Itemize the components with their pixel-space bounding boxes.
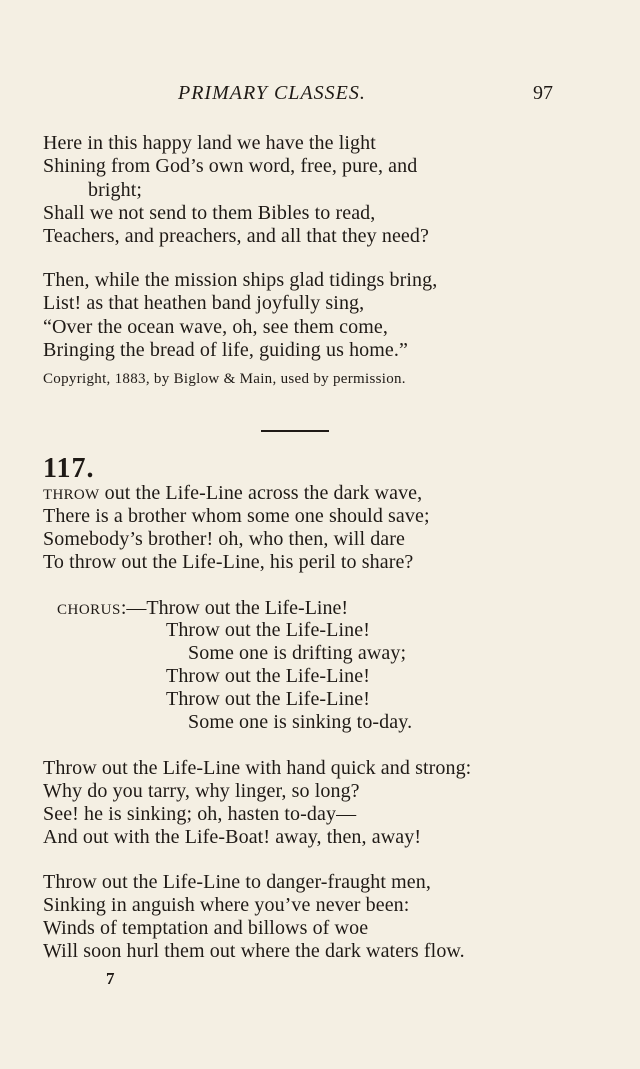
running-head: PRIMARY CLASSES. (178, 82, 366, 104)
chorus-line: Some one is sinking to-day. (188, 711, 413, 733)
verse-line (43, 156, 552, 176)
verse-line-continuation: bright; (88, 179, 143, 201)
verse-line: To throw out the Life-Line, his peril to share? (43, 551, 414, 573)
verse-line: Throw out the Life-Line to danger-fraught men, (43, 871, 431, 893)
verse-line (43, 483, 422, 503)
page-header (0, 82, 640, 108)
section-divider (261, 430, 329, 432)
verse-line: Bringing the bread of life, guiding us home.” (43, 339, 408, 361)
verse-line: Sinking in anguish where you’ve never been: (43, 894, 410, 916)
verse-line: There is a brother whom some one should save; (43, 505, 430, 527)
verse-line: Will soon hurl them out where the dark waters flow. (43, 940, 465, 962)
chorus-text: :—Throw out the Life-Line! (120, 597, 349, 619)
verse-line-text: Shining from God’s own word, free, pure, and (43, 155, 418, 177)
verse-line: Shall we not send to them Bibles to read, (43, 202, 376, 224)
page-number: 97 (533, 82, 553, 104)
verse-line: Then, while the mission ships glad tidings bring, (43, 269, 438, 291)
verse-line: Teachers, and preachers, and all that they need? (43, 225, 429, 247)
chorus-line (57, 597, 348, 620)
verse-line: Here in this happy land we have the light (43, 132, 376, 154)
verse-first-word: THROW (43, 487, 100, 503)
verse-line: List! as that heathen band joyfully sing, (43, 292, 365, 314)
signature-mark: 7 (106, 969, 115, 988)
verse-line: Why do you tarry, why linger, so long? (43, 780, 360, 802)
chorus-line: Throw out the Life-Line! (166, 619, 370, 641)
chorus-line: Throw out the Life-Line! (166, 688, 370, 710)
chorus-line: Throw out the Life-Line! (166, 665, 370, 687)
chorus-label: CHORUS (57, 602, 121, 618)
verse-line: And out with the Life-Boat! away, then, away! (43, 826, 422, 848)
verse-line-text: out the Life-Line across the dark wave, (99, 482, 423, 504)
verse-line: Winds of temptation and billows of woe (43, 917, 369, 939)
copyright-notice: Copyright, 1883, by Biglow & Main, used by permission. (43, 371, 406, 387)
verse-line: Throw out the Life-Line with hand quick and strong: (43, 757, 472, 779)
verse-line: “Over the ocean wave, oh, see them come, (43, 316, 388, 338)
chorus-line: Some one is drifting away; (188, 642, 407, 664)
hymn-number: 117. (43, 453, 95, 484)
verse-line: Somebody’s brother! oh, who then, will dare (43, 528, 406, 550)
verse-line: See! he is sinking; oh, hasten to-day— (43, 803, 357, 825)
